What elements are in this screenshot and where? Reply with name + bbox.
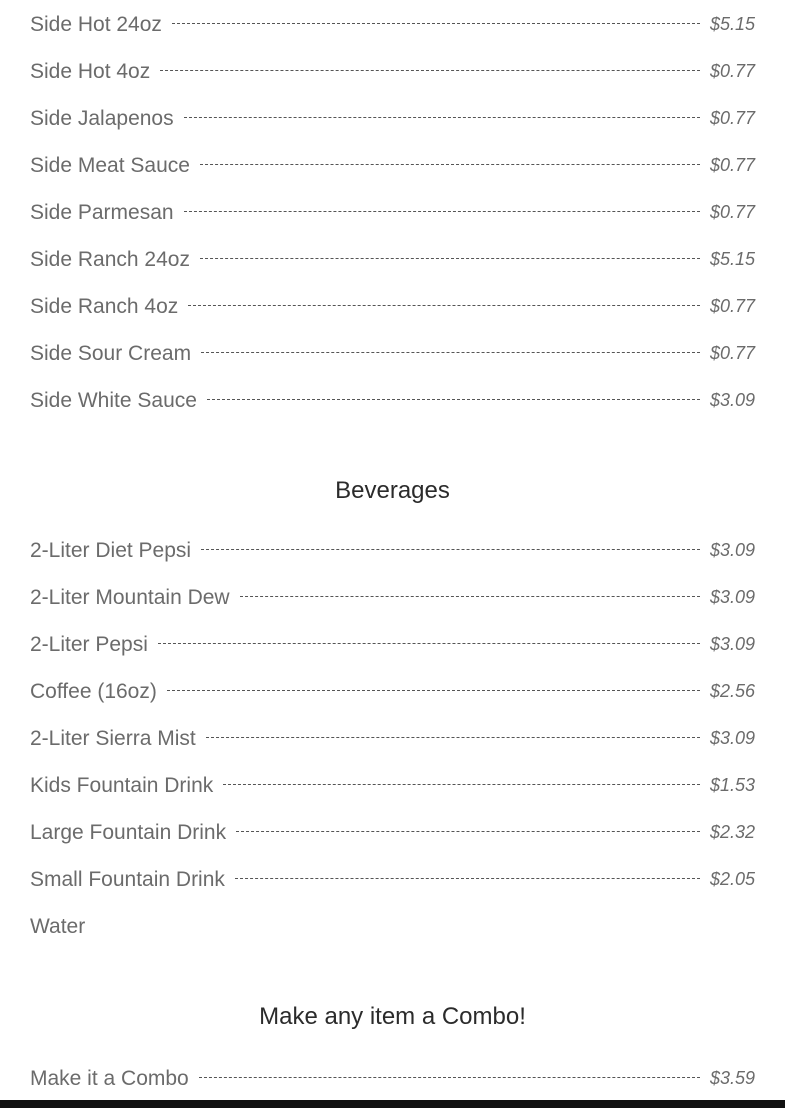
section-heading-beverages: Beverages — [335, 477, 450, 504]
item-price: $2.05 — [709, 869, 755, 889]
dotted-leader — [172, 23, 700, 24]
item-name: 2-Liter Sierra Mist — [30, 726, 196, 750]
dotted-leader — [235, 878, 700, 879]
dotted-leader — [167, 690, 700, 691]
dotted-leader — [206, 737, 700, 738]
item-price: $3.09 — [709, 728, 755, 748]
menu-item-large-fountain-drink[interactable] — [30, 809, 755, 856]
item-name: 2-Liter Pepsi — [30, 632, 148, 656]
item-name: Large Fountain Drink — [30, 820, 227, 844]
dotted-leader — [200, 164, 700, 165]
item-name: Side Hot 4oz — [30, 59, 151, 83]
menu-item-make-it-a-combo[interactable] — [30, 1055, 755, 1102]
menu-item-side-jalapenos[interactable] — [30, 95, 755, 142]
menu-item-side-hot-24oz[interactable] — [30, 1, 755, 48]
item-name: Small Fountain Drink — [30, 867, 225, 891]
item-price: $0.77 — [709, 202, 755, 222]
item-price: $3.59 — [709, 1068, 755, 1088]
item-name: Make it a Combo — [30, 1066, 189, 1090]
item-price: $0.77 — [709, 108, 755, 128]
menu-item-water[interactable] — [30, 903, 755, 950]
menu-item-small-fountain-drink[interactable] — [30, 856, 755, 903]
item-name: Side Hot 24oz — [30, 12, 162, 36]
item-price: $0.77 — [709, 296, 755, 316]
menu-item-side-sour-cream[interactable] — [30, 330, 755, 377]
item-name: Water — [30, 914, 86, 938]
menu-item-2-liter-sierra-mist[interactable] — [30, 715, 755, 762]
item-name: Kids Fountain Drink — [30, 773, 214, 797]
menu-item-side-white-sauce[interactable] — [30, 377, 755, 424]
item-name: Side Parmesan — [30, 200, 174, 224]
item-price: $0.77 — [709, 155, 755, 175]
item-price: $2.32 — [709, 822, 755, 842]
dotted-leader — [201, 549, 700, 550]
menu-item-2-liter-diet-pepsi[interactable] — [30, 527, 755, 574]
dotted-leader — [184, 211, 700, 212]
item-name: Side White Sauce — [30, 388, 197, 412]
item-name: 2-Liter Diet Pepsi — [30, 538, 192, 562]
item-price: $1.53 — [709, 775, 755, 795]
footer-bar — [0, 1100, 785, 1108]
item-name: Side Sour Cream — [30, 341, 192, 365]
item-price: $3.09 — [709, 587, 755, 607]
dotted-leader — [240, 596, 700, 597]
menu-item-side-parmesan[interactable] — [30, 189, 755, 236]
item-price: $5.15 — [709, 14, 755, 34]
item-price: $3.09 — [709, 540, 755, 560]
item-price: $2.56 — [709, 681, 755, 701]
menu-item-side-hot-4oz[interactable] — [30, 48, 755, 95]
item-name: Side Jalapenos — [30, 106, 174, 130]
dotted-leader — [223, 784, 700, 785]
menu-list — [30, 0, 755, 1102]
item-price: $0.77 — [709, 343, 755, 363]
menu-item-side-meat-sauce[interactable] — [30, 142, 755, 189]
dotted-leader — [158, 643, 700, 644]
item-price: $3.09 — [709, 634, 755, 654]
item-price: $3.09 — [709, 390, 755, 410]
item-price: $5.15 — [709, 249, 755, 269]
dotted-leader — [236, 831, 700, 832]
dotted-leader — [188, 305, 700, 306]
item-name: Side Ranch 4oz — [30, 294, 179, 318]
dotted-leader — [184, 117, 700, 118]
section-heading-combo: Make any item a Combo! — [259, 1003, 526, 1030]
menu-item-2-liter-mountain-dew[interactable] — [30, 574, 755, 621]
dotted-leader — [200, 258, 700, 259]
beverages-section — [30, 474, 755, 950]
dotted-leader — [199, 1077, 700, 1078]
menu-item-side-ranch-4oz[interactable] — [30, 283, 755, 330]
combo-section — [30, 1000, 755, 1102]
dotted-leader — [201, 352, 700, 353]
item-name: Side Meat Sauce — [30, 153, 190, 177]
menu-item-coffee-16oz[interactable] — [30, 668, 755, 715]
menu-item-2-liter-pepsi[interactable] — [30, 621, 755, 668]
sides-section — [30, 1, 755, 424]
item-name: Side Ranch 24oz — [30, 247, 190, 271]
menu-item-side-ranch-24oz[interactable] — [30, 236, 755, 283]
dotted-leader — [207, 399, 700, 400]
dotted-leader — [160, 70, 700, 71]
item-name: 2-Liter Mountain Dew — [30, 585, 230, 609]
menu-item-kids-fountain-drink[interactable] — [30, 762, 755, 809]
item-name: Coffee (16oz) — [30, 679, 157, 703]
item-price: $0.77 — [709, 61, 755, 81]
